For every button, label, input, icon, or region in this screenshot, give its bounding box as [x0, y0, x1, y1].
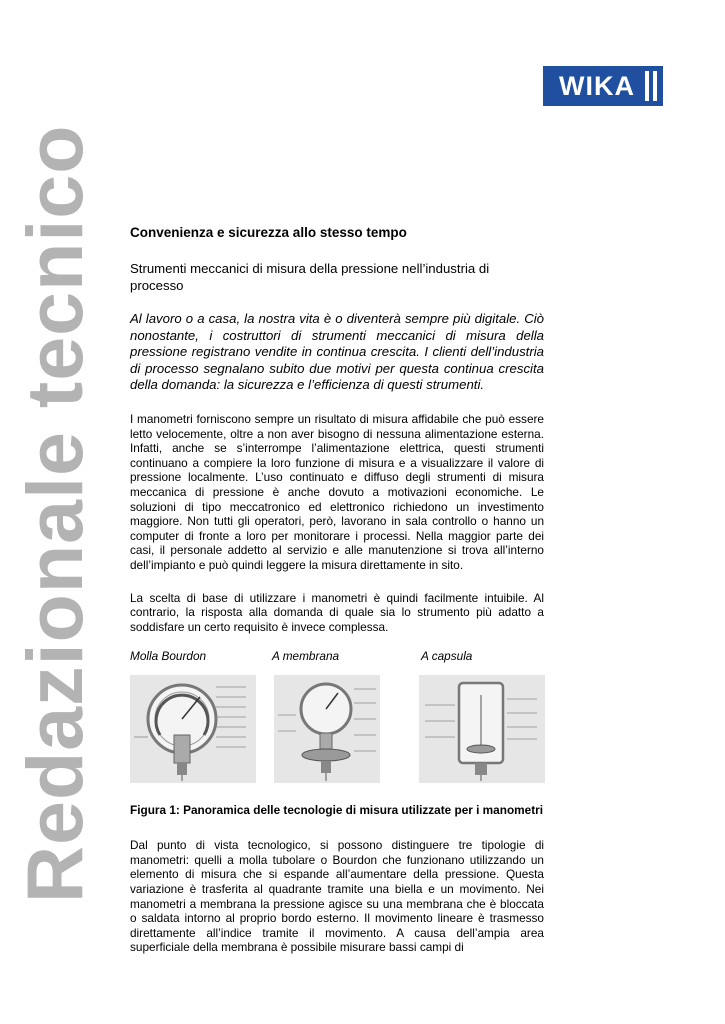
article-paragraph-1: I manometri forniscono sempre un risultato di misura affidabile che può essere letto velocemente, oltre a non aver bisogno di nessuna alimentazione esterna. Infatti, anche se s’interrompe l’alimentazione elettrica, questi strumenti continuano a compiere la loro funzione di misura e a visualizzare il valore di pressione localmente. L’uso continuato e diffuso degli strumenti di misura meccanica di pressione è anche dovuto a motivazioni economiche. Le soluzioni di tipo meccatronico ed elettronico richiedono un investimento maggiore. Non tutti gli operatori, però, lavorano in sala controllo o hanno un computer di fronte a loro per monitorare i processi. Nella maggior parte dei casi, il personale addetto al servizio e alle manutenzione si trova all’interno dell’impianto e può quindi leggere la misura direttamente in sito. [130, 411, 544, 572]
article-lead: Al lavoro o a casa, la nostra vita è o diventerà sempre più digitale. Ciò nonostante, i costruttori di strumenti meccanici di misura della pressione registrano vendite in continua crescita. I clienti dell’industria di processo segnalano subito due motivi per questa continua crescita della domanda: la sicurezza e l’efficienza di questi strumenti. [130, 311, 544, 393]
article-title: Convenienza e sicurezza allo stesso tempo [130, 225, 407, 240]
caption-bourdon: Molla Bourdon [130, 649, 207, 664]
caption-membrana: A membrana [272, 649, 340, 664]
article-paragraph-3: Dal punto di vista tecnologico, si possono distinguere tre tipologie di manometri: quelli a molla tubolare o Bourdon che funzionano utilizzando un elemento di misura che si espande all’aumentare della pressione. Questa variazione è trasferita al quadrante tramite una biella e un movimento. Nei manometri a membrana la pressione agisce su una membrana che è bloccata o saldata intorno al proprio bordo esterno. Il movimento lineare è trasmesso direttamente all’indice tramite il movimento. A causa dell’ampia area superficiale della membrana è possibile misurare bassi campi di [130, 838, 544, 955]
bourdon-gauge-diagram-icon [130, 675, 256, 783]
figure-caption: Figura 1: Panoramica delle tecnologie di misura utilizzate per i manometri [130, 803, 543, 818]
capsule-gauge-diagram-icon [419, 675, 545, 783]
figure-images [130, 675, 544, 783]
vertical-section-title: Redazionale tecnico [10, 124, 99, 903]
article [130, 224, 544, 955]
caption-capsula: A capsula [421, 649, 473, 664]
wika-logo [543, 66, 663, 106]
figure-captions [130, 649, 544, 665]
article-paragraph-2: La scelta di base di utilizzare i manometri è quindi facilmente intuibile. Al contrario, la risposta alla domanda di quale sia lo strumento più adatto a soddisfare un certo requisito è invece complessa. [130, 590, 544, 634]
article-subtitle: Strumenti meccanici di misura della pressione nell’industria di processo [130, 261, 490, 293]
diaphragm-gauge-diagram-icon [274, 675, 380, 783]
logo-text: WIKA [549, 71, 645, 101]
